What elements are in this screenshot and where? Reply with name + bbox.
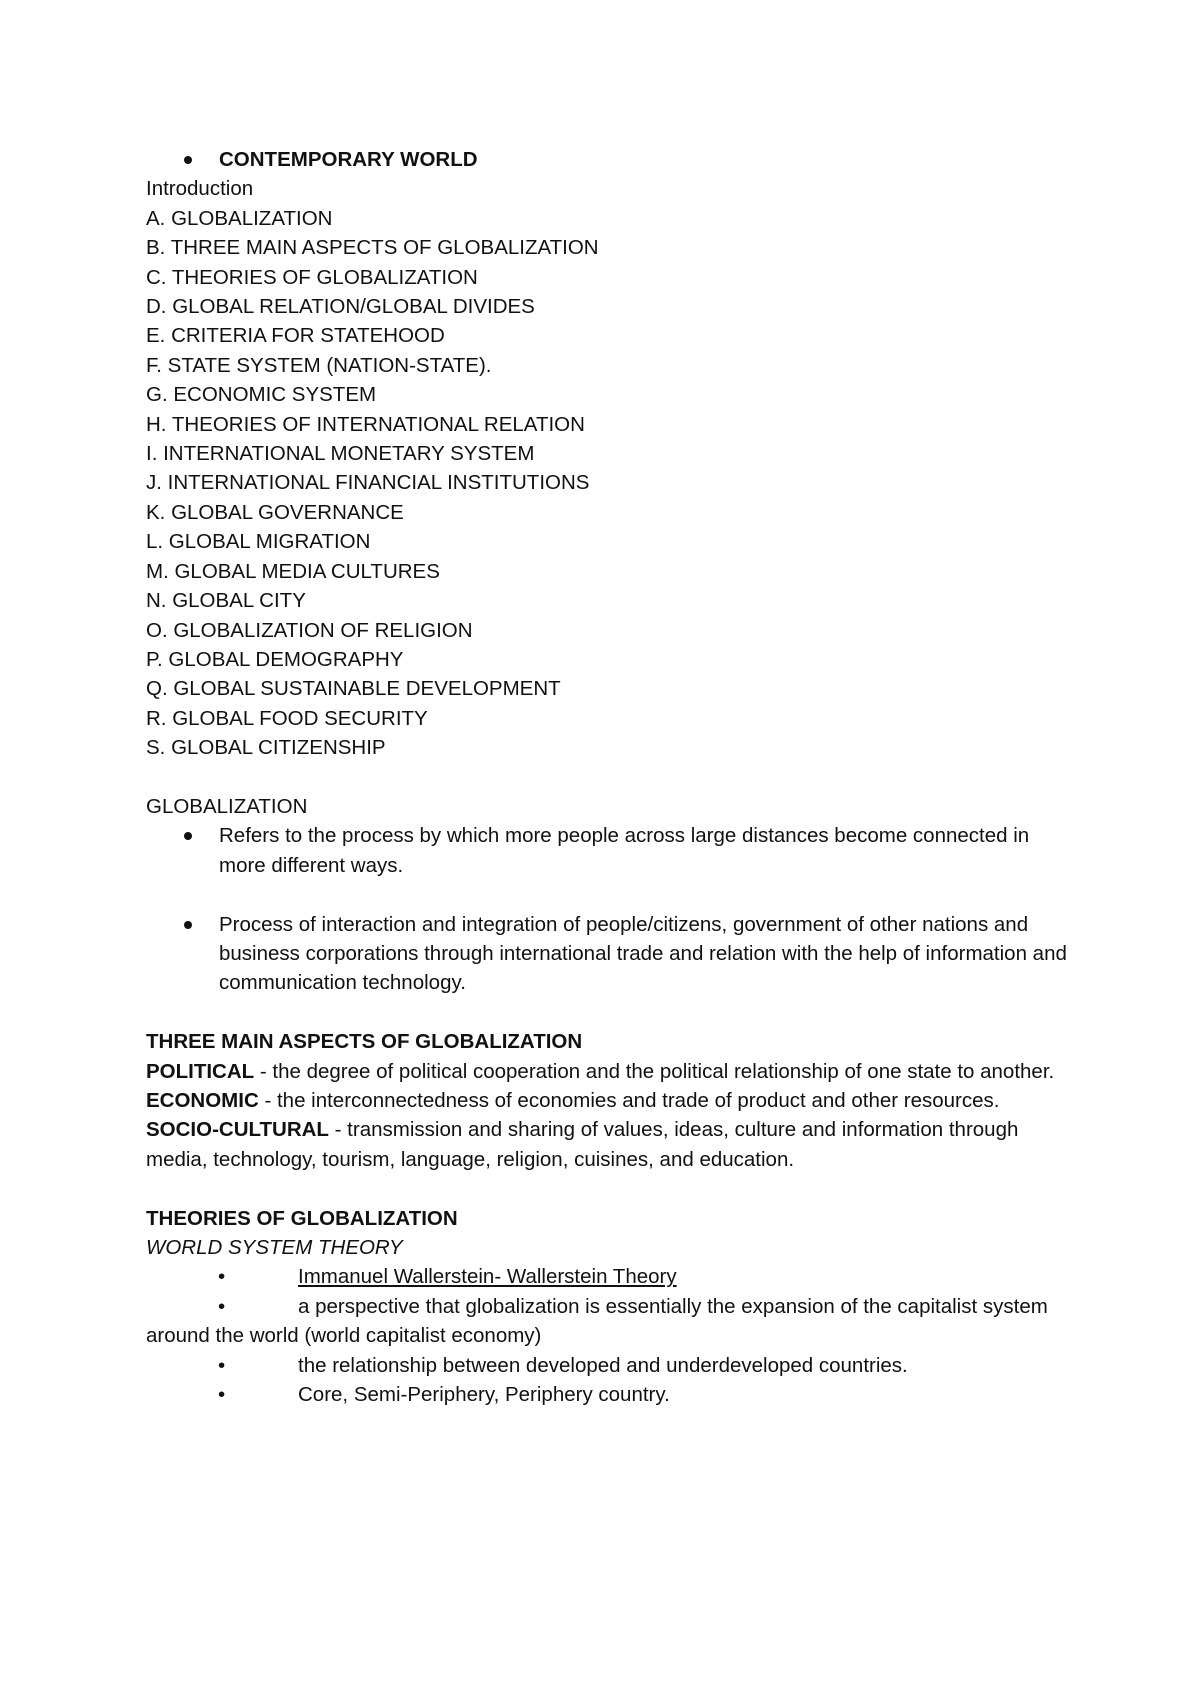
globalization-bullet-text: Refers to the process by which more people across large distances become connected in more different ways. xyxy=(219,824,1030,877)
spacer xyxy=(146,1174,1076,1203)
aspect-item-political xyxy=(146,1057,1076,1086)
toc-item: J. INTERNATIONAL FINANCIAL INSTITUTIONS xyxy=(146,471,590,495)
toc-item: N. GLOBAL CITY xyxy=(146,589,306,613)
globalization-bullet-text: Process of interaction and integration of people/citizens, government of other nations and business corporations through international trade and relation with the help of information and communication technology. xyxy=(219,912,1067,995)
bullet-mark-icon: • xyxy=(218,1383,226,1406)
aspects-heading: THREE MAIN ASPECTS OF GLOBALIZATION xyxy=(146,1030,583,1054)
globalization-bullet xyxy=(146,821,1076,880)
bullet-dot-icon xyxy=(184,832,192,840)
theory-point xyxy=(146,1380,1076,1409)
toc-item: G. ECONOMIC SYSTEM xyxy=(146,383,377,407)
toc-item: H. THEORIES OF INTERNATIONAL RELATION xyxy=(146,412,585,436)
spacer xyxy=(146,880,1076,909)
theories-subheading: WORLD SYSTEM THEORY xyxy=(146,1235,403,1259)
theories-heading: THEORIES OF GLOBALIZATION xyxy=(146,1206,458,1230)
theory-point-text: Core, Semi-Periphery, Periphery country. xyxy=(298,1383,670,1406)
theory-point-text: Immanuel Wallerstein- Wallerstein Theory xyxy=(298,1265,677,1289)
toc-item: A. GLOBALIZATION xyxy=(146,206,333,230)
toc-item: E. CRITERIA FOR STATEHOOD xyxy=(146,324,445,348)
bullet-dot-icon xyxy=(184,156,192,164)
spacer xyxy=(146,998,1076,1027)
theory-point xyxy=(146,1262,1076,1291)
toc-item: D. GLOBAL RELATION/GLOBAL DIVIDES xyxy=(146,295,535,319)
toc-item: B. THREE MAIN ASPECTS OF GLOBALIZATION xyxy=(146,236,599,260)
toc-item: Q. GLOBAL SUSTAINABLE DEVELOPMENT xyxy=(146,677,561,701)
aspect-term: POLITICAL xyxy=(146,1059,255,1083)
aspect-item-economic xyxy=(146,1086,1076,1115)
toc-item: F. STATE SYSTEM (NATION-STATE). xyxy=(146,353,492,377)
globalization-heading: GLOBALIZATION xyxy=(146,794,308,818)
aspect-definition: - the interconnectedness of economies and trade of product and other resources. xyxy=(258,1088,1000,1112)
bullet-mark-icon: • xyxy=(218,1265,226,1289)
document-body xyxy=(146,145,1076,1409)
aspect-term: SOCIO-CULTURAL xyxy=(146,1118,329,1142)
toc-item: K. GLOBAL GOVERNANCE xyxy=(146,500,404,524)
table-of-contents xyxy=(146,204,1076,763)
toc-item: C. THEORIES OF GLOBALIZATION xyxy=(146,265,478,289)
aspect-item-socio-cultural xyxy=(146,1115,1076,1174)
theory-point xyxy=(146,1351,1076,1380)
bullet-dot-icon xyxy=(184,921,192,929)
toc-item: P. GLOBAL DEMOGRAPHY xyxy=(146,647,404,671)
toc-item: L. GLOBAL MIGRATION xyxy=(146,530,371,554)
bullet-mark-icon: • xyxy=(218,1353,226,1377)
theory-point xyxy=(146,1292,1076,1351)
title-item xyxy=(146,145,1076,174)
bullet-mark-icon: • xyxy=(218,1294,226,1318)
spacer xyxy=(146,763,1076,792)
toc-item: I. INTERNATIONAL MONETARY SYSTEM xyxy=(146,442,535,466)
aspect-definition: - the degree of political cooperation and the political relationship of one state to another. xyxy=(254,1059,1055,1083)
aspect-term: ECONOMIC xyxy=(146,1088,259,1112)
intro-label: Introduction xyxy=(146,177,254,201)
toc-item: R. GLOBAL FOOD SECURITY xyxy=(146,706,428,730)
toc-item: M. GLOBAL MEDIA CULTURES xyxy=(146,559,440,583)
document-title: CONTEMPORARY WORLD xyxy=(219,148,478,171)
toc-item: O. GLOBALIZATION OF RELIGION xyxy=(146,618,473,642)
theory-point-text: a perspective that globalization is essentially the expansion of the capitalist system around the world (world capitalist economy) xyxy=(146,1294,1048,1348)
toc-item: S. GLOBAL CITIZENSHIP xyxy=(146,736,386,760)
theory-point-text: the relationship between developed and underdeveloped countries. xyxy=(298,1353,908,1377)
globalization-bullet xyxy=(146,910,1076,998)
aspect-definition: - transmission and sharing of values, ideas, culture and information through media, technology, tourism, language, religion, cuisines, and education. xyxy=(146,1118,1019,1171)
